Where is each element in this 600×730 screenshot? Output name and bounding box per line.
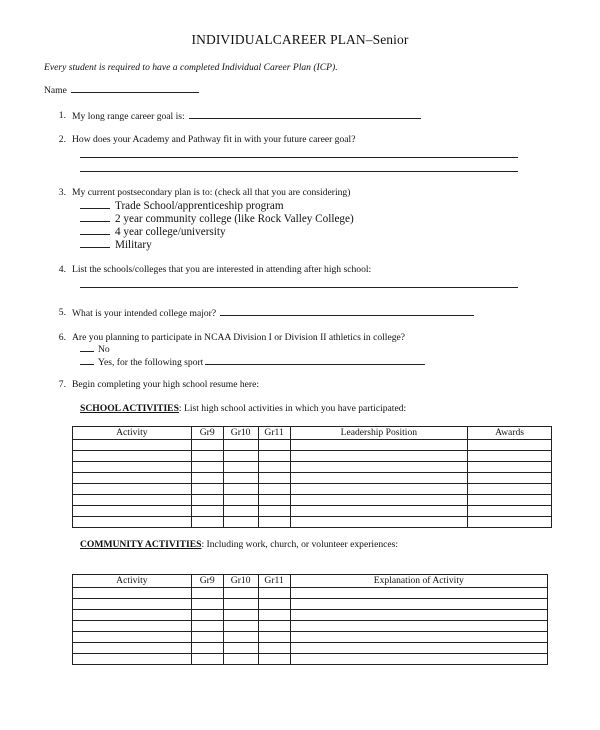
checkbox-blank[interactable]	[80, 225, 110, 235]
table-cell[interactable]	[73, 462, 192, 473]
table-cell[interactable]	[191, 462, 223, 473]
col-gr10: Gr10	[223, 575, 258, 588]
table-cell[interactable]	[258, 517, 290, 528]
table-cell[interactable]	[191, 643, 223, 654]
table-header-row	[73, 575, 548, 588]
table-cell[interactable]	[73, 440, 192, 451]
answer-line[interactable]	[80, 157, 518, 158]
table-row	[73, 473, 552, 484]
table-cell[interactable]	[468, 473, 552, 484]
question-4-text: List the schools/colleges that you are interested in attending after high school:	[72, 264, 372, 275]
col-gr9: Gr9	[191, 427, 223, 440]
col-explanation: Explanation of Activity	[290, 575, 547, 588]
question-6-text: Are you planning to participate in NCAA Division I or Division II athletics in college?	[72, 332, 406, 343]
table-cell[interactable]	[258, 654, 290, 665]
option-yes[interactable]: Yes, for the following sport	[80, 356, 425, 368]
question-3-text: My current postsecondary plan is to: (check all that you are considering)	[72, 187, 351, 198]
table-cell[interactable]	[191, 599, 223, 610]
table-cell[interactable]	[73, 506, 192, 517]
table-cell[interactable]	[223, 495, 258, 506]
table-row	[73, 621, 548, 632]
name-row	[44, 84, 199, 96]
question-6: 6. Are you planning to participate in NCAA Division I or Division II athletics in college?	[58, 332, 406, 343]
table-row	[73, 517, 552, 528]
question-3: 3. My current postsecondary plan is to: (check all that you are considering)	[58, 187, 351, 198]
table-cell[interactable]	[73, 632, 192, 643]
table-cell[interactable]	[258, 588, 290, 599]
col-activity: Activity	[73, 575, 192, 588]
table-cell[interactable]	[73, 654, 192, 665]
col-leadership-position: Leadership Position	[290, 427, 468, 440]
table-cell[interactable]	[258, 621, 290, 632]
table-row	[73, 610, 548, 621]
table-cell[interactable]	[258, 462, 290, 473]
table-cell[interactable]	[258, 451, 290, 462]
table-cell[interactable]	[290, 495, 468, 506]
col-gr11: Gr11	[258, 575, 290, 588]
table-cell[interactable]	[191, 610, 223, 621]
name-field[interactable]	[71, 84, 199, 93]
table-cell[interactable]	[258, 473, 290, 484]
table-row	[73, 588, 548, 599]
table-cell[interactable]	[223, 643, 258, 654]
table-cell[interactable]	[223, 588, 258, 599]
answer-line[interactable]	[80, 171, 518, 172]
table-cell[interactable]	[223, 517, 258, 528]
table-cell[interactable]	[223, 654, 258, 665]
question-5: 5. What is your intended college major?	[52, 307, 522, 321]
option-military[interactable]: Military	[80, 238, 152, 251]
checkbox-blank[interactable]	[80, 343, 94, 352]
table-cell[interactable]	[191, 632, 223, 643]
table-row	[73, 506, 552, 517]
question-5-text: What is your intended college major?	[72, 307, 474, 319]
table-cell[interactable]	[468, 484, 552, 495]
table-cell[interactable]	[258, 643, 290, 654]
table-cell[interactable]	[468, 451, 552, 462]
table-cell[interactable]	[290, 643, 547, 654]
table-row	[73, 654, 548, 665]
table-cell[interactable]	[290, 462, 468, 473]
school-activities-heading: SCHOOL ACTIVITIES: List high school activities in which you have participated:	[80, 403, 407, 414]
page-title: INDIVIDUALCAREER PLAN–Senior	[191, 32, 409, 47]
table-cell[interactable]	[191, 621, 223, 632]
table-cell[interactable]	[73, 643, 192, 654]
table-cell[interactable]	[468, 517, 552, 528]
table-row	[73, 484, 552, 495]
table-cell[interactable]	[223, 473, 258, 484]
table-cell[interactable]	[223, 506, 258, 517]
table-cell[interactable]	[290, 621, 547, 632]
table-row	[73, 643, 548, 654]
table-cell[interactable]	[468, 462, 552, 473]
table-cell[interactable]	[73, 621, 192, 632]
table-cell[interactable]	[290, 473, 468, 484]
table-cell[interactable]	[191, 451, 223, 462]
question-2-text: How does your Academy and Pathway fit in with your future career goal?	[72, 134, 356, 145]
col-gr10: Gr10	[223, 427, 258, 440]
table-cell[interactable]	[223, 621, 258, 632]
table-cell[interactable]	[73, 599, 192, 610]
question-2: 2. How does your Academy and Pathway fit in with your future career goal?	[58, 134, 356, 145]
table-cell[interactable]	[223, 599, 258, 610]
table-cell[interactable]	[223, 610, 258, 621]
table-cell[interactable]	[191, 473, 223, 484]
table-cell[interactable]	[191, 588, 223, 599]
table-header-row	[73, 427, 552, 440]
table-cell[interactable]	[191, 495, 223, 506]
table-row	[73, 632, 548, 643]
table-cell[interactable]	[290, 506, 468, 517]
table-cell[interactable]	[468, 506, 552, 517]
table-cell[interactable]	[258, 440, 290, 451]
question-4: 4. List the schools/colleges that you are interested in attending after high school:	[58, 264, 372, 275]
option-community-college[interactable]: 2 year community college (like Rock Valley College)	[80, 212, 354, 225]
checkbox-blank[interactable]	[80, 238, 110, 248]
table-cell[interactable]	[73, 473, 192, 484]
table-cell[interactable]	[290, 654, 547, 665]
table-row	[73, 495, 552, 506]
table-cell[interactable]	[223, 440, 258, 451]
table-cell[interactable]	[73, 610, 192, 621]
question-1-text: My long range career goal is:	[72, 110, 421, 122]
table-cell[interactable]	[223, 632, 258, 643]
table-cell[interactable]	[258, 610, 290, 621]
table-cell[interactable]	[468, 495, 552, 506]
table-cell[interactable]	[73, 484, 192, 495]
checkbox-blank[interactable]	[80, 199, 110, 209]
table-cell[interactable]	[258, 506, 290, 517]
table-row	[73, 451, 552, 462]
table-row	[73, 599, 548, 610]
table-cell[interactable]	[290, 517, 468, 528]
career-goal-field[interactable]	[189, 110, 421, 119]
table-cell[interactable]	[191, 506, 223, 517]
sport-field[interactable]	[205, 356, 425, 365]
table-cell[interactable]	[468, 440, 552, 451]
option-no[interactable]: No	[80, 343, 110, 355]
table-cell[interactable]	[290, 610, 547, 621]
table-cell[interactable]	[191, 517, 223, 528]
table-cell[interactable]	[73, 495, 192, 506]
college-major-field[interactable]	[220, 307, 474, 316]
table-cell[interactable]	[290, 451, 468, 462]
col-gr9: Gr9	[191, 575, 223, 588]
community-activities-table	[72, 574, 548, 665]
form-subtitle: Every student is required to have a completed Individual Career Plan (ICP).	[44, 62, 338, 73]
table-cell[interactable]	[191, 484, 223, 495]
option-trade-school[interactable]: Trade School/apprenticeship program	[80, 199, 284, 212]
table-cell[interactable]	[290, 599, 547, 610]
table-cell[interactable]	[73, 517, 192, 528]
option-university[interactable]: 4 year college/university	[80, 225, 226, 238]
col-gr11: Gr11	[258, 427, 290, 440]
question-7: 7. Begin completing your high school resume here:	[58, 379, 260, 390]
community-activities-heading: COMMUNITY ACTIVITIES: Including work, church, or volunteer experiences:	[80, 539, 399, 550]
table-row	[73, 440, 552, 451]
table-cell[interactable]	[191, 440, 223, 451]
table-cell[interactable]	[223, 462, 258, 473]
question-1: 1. My long range career goal is:	[52, 110, 482, 124]
school-activities-table	[72, 426, 552, 528]
checkbox-blank[interactable]	[80, 212, 110, 222]
checkbox-blank[interactable]	[80, 356, 94, 365]
table-cell[interactable]	[73, 451, 192, 462]
table-cell[interactable]	[191, 654, 223, 665]
table-cell[interactable]	[223, 484, 258, 495]
col-activity: Activity	[73, 427, 192, 440]
table-cell[interactable]	[290, 588, 547, 599]
table-cell[interactable]	[73, 588, 192, 599]
table-cell[interactable]	[290, 440, 468, 451]
col-awards: Awards	[468, 427, 552, 440]
table-cell[interactable]	[258, 632, 290, 643]
name-label: Name	[44, 85, 67, 96]
answer-line[interactable]	[80, 287, 518, 288]
table-row	[73, 462, 552, 473]
table-cell[interactable]	[258, 495, 290, 506]
table-cell[interactable]	[258, 599, 290, 610]
table-cell[interactable]	[290, 484, 468, 495]
table-cell[interactable]	[290, 632, 547, 643]
table-cell[interactable]	[223, 451, 258, 462]
question-7-text: Begin completing your high school resume here:	[72, 379, 260, 390]
table-cell[interactable]	[258, 484, 290, 495]
